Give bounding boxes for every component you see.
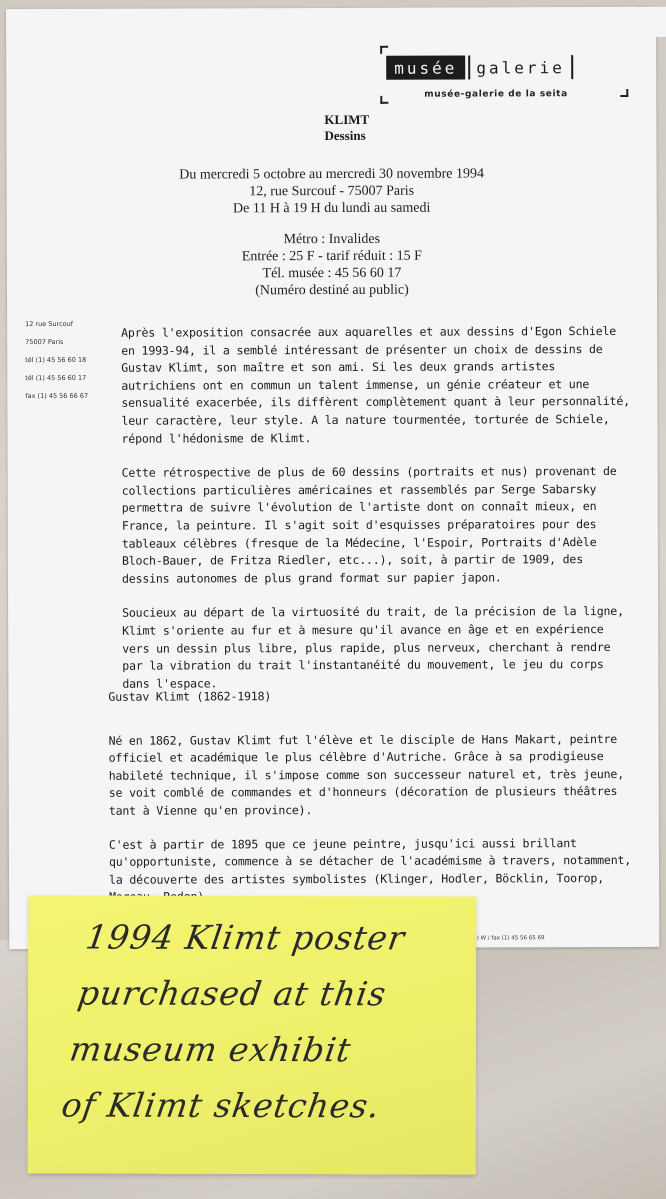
biography-section bbox=[108, 687, 639, 907]
contact-sidebar bbox=[25, 315, 105, 405]
info-entry: Entrée : 25 F - tarif réduit : 15 F bbox=[241, 248, 422, 265]
paragraph: Né en 1862, Gustav Klimt fut l'élève et le disciple de Hans Makart, peintre officiel et académique le plus célèbre d'Autriche. Grâce à sa prodigieuse habileté technique, il s'impose comme son successeur naturel et, très jeune, se voit comblé de commandes et d'honneurs (décoration de plusieurs théâtres tant à Vienne qu'en province). bbox=[108, 731, 624, 818]
logo-wordmark bbox=[386, 55, 573, 80]
paragraph: Après l'exposition consacrée aux aquarelles et aux dessins d'Egon Schiele en 1993-94, il a semblé intéressant de présenter un choix de dessins de Gustav Klimt, son maître et son ami. Si les deux grands artistes autrichiens ont en commun un talent immense, un génie créateur et une sensualité exacerbée, ils diffèrent complètement quant à leur personnalité, leur caractère, leur style. A la nature tourmentée, torturée de Schiele, répond l'hédonisme de Klimt. bbox=[121, 324, 630, 446]
paragraph: C'est à partir de 1895 que ce jeune peintre, jusqu'ici aussi brillant qu'opportuniste, commence à se détacher de l'académisme à travers, notamment, la découverte des artistes symbolistes (Klinger, Hodler, Böcklin, Toorop, bbox=[108, 835, 632, 887]
crop-mark-icon bbox=[380, 96, 388, 104]
paragraph: Soucieux au départ de la virtuosité du trait, de la précision de la ligne, Klimt s'oriente au fur et à mesure qu'il avance en âge et en expérience vers un dessin plus libre, plus rapide, plus nerveux, cherchant à rendre par la vibration du trait l'instantanéité du mouvement, le jeu du corps dans l'espace. bbox=[122, 604, 624, 691]
title-subject: Dessins bbox=[324, 127, 366, 144]
crop-mark-icon bbox=[620, 89, 628, 97]
sticky-note bbox=[28, 895, 477, 1174]
museum-logo bbox=[380, 45, 630, 108]
info-address: 12, rue Surcouf - 75007 Paris bbox=[249, 183, 415, 200]
info-hours: De 11 H à 19 H du lundi au samedi bbox=[232, 200, 431, 217]
logo-musee: musée bbox=[386, 56, 465, 80]
sidebar-tel1: tél (1) 45 56 60 18 bbox=[25, 355, 87, 365]
biography-heading: Gustav Klimt (1862-1918) bbox=[108, 689, 272, 704]
sidebar-fax: fax (1) 45 56 66 67 bbox=[25, 391, 89, 401]
info-phone: Tél. musée : 45 56 60 17 bbox=[262, 265, 402, 282]
note-line: purchased at this bbox=[75, 973, 389, 1014]
title-artist: KLIMT bbox=[324, 111, 370, 128]
handwritten-note bbox=[58, 910, 470, 1135]
exhibition-title bbox=[324, 112, 369, 144]
paragraph: Cette rétrospective de plus de 60 dessins (portraits et nus) provenant de collections particulières américaines et rassemblés par Serge Sabarsky permettra de suivre l'évolution de l'artiste dont on connaît mieux, en France, la peinture. Il s'agit soit d'esquisses préparatoires pour des tableaux célèbres (fresque de la Médecine, l'Espoir, Portraits d'Adèle Bloch-Bauer, de Fritza Riedler, etc...), soit, à partir de 1909, des dessins autonomes de plus grand format sur papier japon. bbox=[121, 464, 617, 586]
info-phone-note: (Numéro destiné au public) bbox=[255, 282, 409, 299]
info-metro: Métro : Invalides bbox=[283, 231, 381, 248]
logo-subtitle: musée-galerie de la seita bbox=[424, 89, 568, 100]
crop-mark-icon bbox=[380, 46, 388, 54]
note-line: of Klimt sketches. bbox=[59, 1085, 383, 1126]
note-line: 1994 Klimt poster bbox=[83, 917, 408, 958]
exhibition-description bbox=[121, 323, 632, 693]
info-dates: Du mercredi 5 octobre au mercredi 30 novembre 1994 bbox=[179, 166, 484, 183]
sidebar-tel2: tél (1) 45 56 60 17 bbox=[25, 373, 87, 383]
note-line: museum exhibit bbox=[67, 1029, 354, 1070]
exhibition-info bbox=[137, 165, 527, 299]
logo-galerie: galerie bbox=[468, 55, 573, 79]
footer-fax: I W / fax (1) 45 56 65 69 bbox=[477, 935, 545, 942]
sidebar-street: 12 rue Surcouf bbox=[25, 319, 74, 329]
document-page bbox=[6, 7, 659, 949]
paper-edge bbox=[306, 7, 666, 38]
sidebar-city: 75007 Paris bbox=[25, 337, 64, 347]
